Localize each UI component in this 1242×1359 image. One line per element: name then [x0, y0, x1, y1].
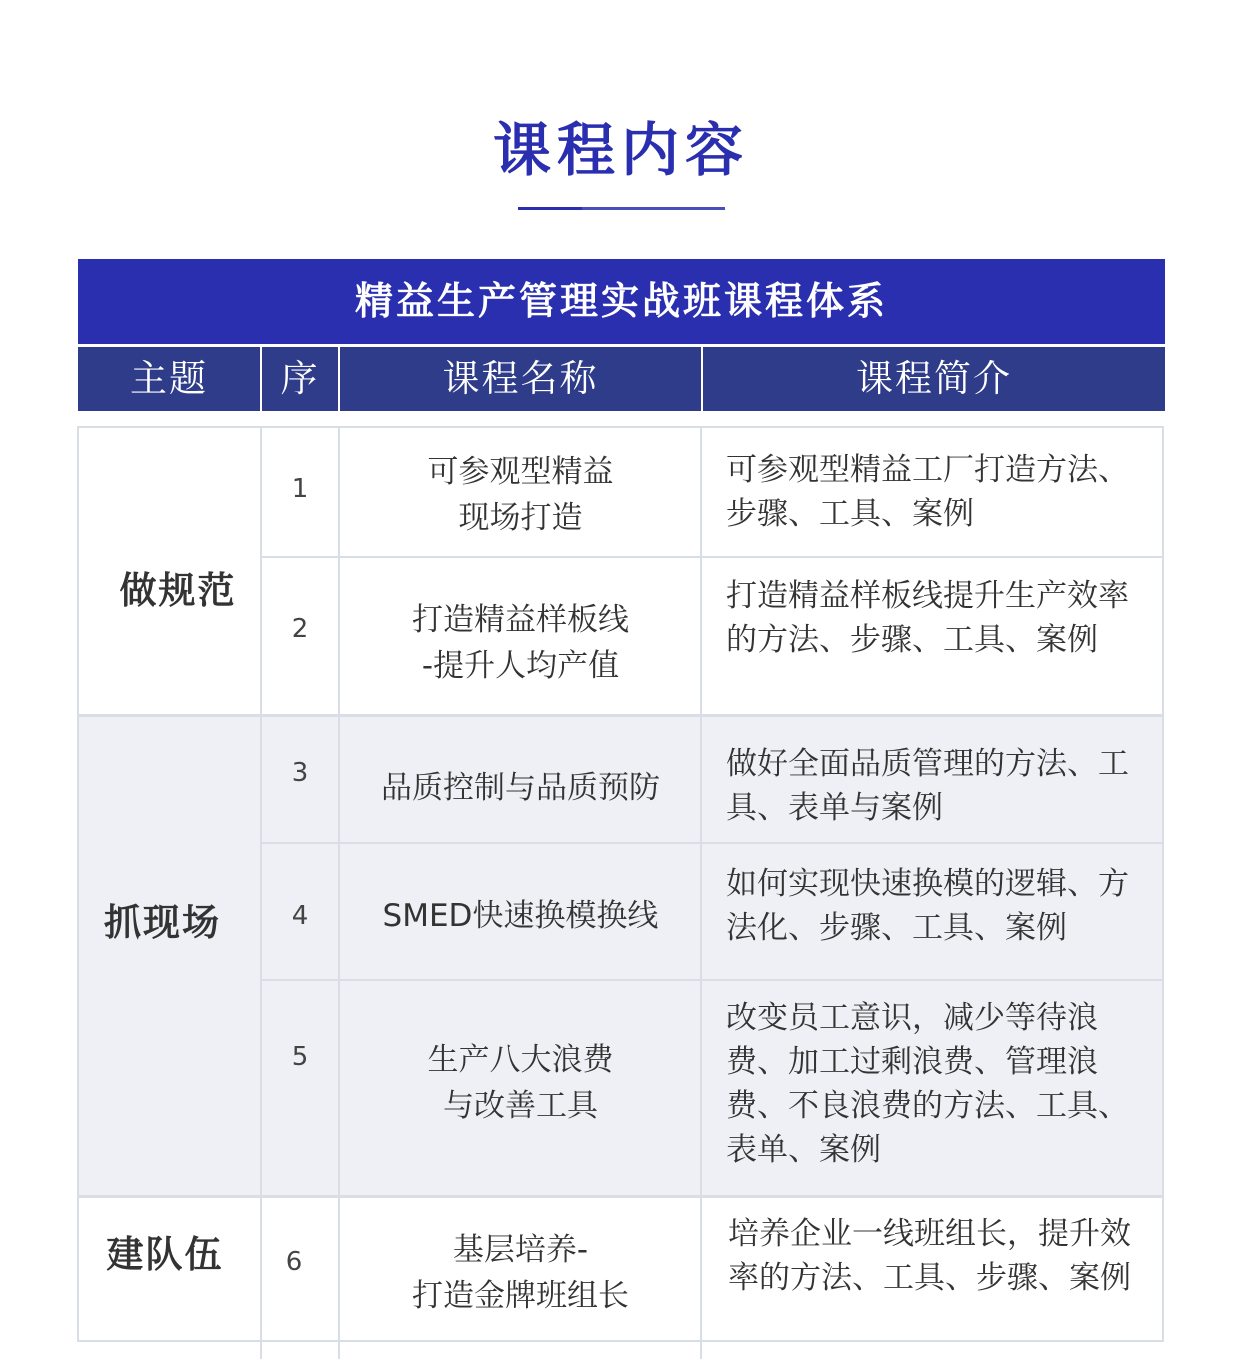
row-number: 4: [291, 901, 309, 931]
course-name: SMED快速换模换线: [382, 898, 659, 934]
header-course-intro: 课程简介: [703, 347, 1165, 411]
course-intro: 改变员工意识，减少等待浪费、加工过剩浪费、管理浪费、不良浪费的方法、工具、表单、案例: [726, 1000, 1129, 1168]
course-intro: 做好全面品质管理的方法、工具、表单与案例: [726, 746, 1129, 826]
course-intro: 打造精益样板线提升生产效率的方法、步骤、工具、案例: [726, 578, 1129, 658]
row-number: 5: [291, 1042, 309, 1072]
course-name: 打造精益样板线 -提升人均产值: [412, 602, 629, 684]
course-name: 生产八大浪费 与改善工具: [427, 1042, 614, 1124]
course-intro: 培养企业一线班组长，提升效率的方法、工具、步骤、案例: [728, 1216, 1131, 1296]
column-divider: [260, 426, 262, 1359]
row-divider: [262, 842, 1164, 844]
row-number: 2: [291, 614, 309, 644]
topic-team-building: 建队伍: [106, 1233, 224, 1276]
topic-onsite: 抓现场: [104, 901, 221, 944]
course-name: 品质控制与品质预防: [381, 770, 660, 806]
row-divider: [262, 979, 1164, 981]
row-number: 1: [291, 474, 309, 504]
row-divider: [262, 556, 1164, 558]
header-number: 序号: [262, 347, 338, 411]
header-course-name: 课程名称: [340, 347, 701, 411]
page-title: 课程内容: [492, 116, 749, 184]
course-intro: 如何实现快速换模的逻辑、方法化、步骤、工具、案例: [726, 866, 1129, 946]
table-banner: 精益生产管理实战班课程体系: [78, 259, 1165, 344]
course-intro: 可参观型精益工厂打造方法、步骤、工具、案例: [726, 452, 1129, 532]
row-number: 3: [291, 758, 309, 788]
row-number: 6: [285, 1247, 303, 1277]
header-topic: 主题: [78, 347, 260, 411]
course-name: 基层培养- 打造金牌班组长: [412, 1232, 629, 1314]
course-name: 可参观型精益 现场打造: [427, 454, 614, 536]
topic-standardize: 做规范: [119, 569, 237, 612]
